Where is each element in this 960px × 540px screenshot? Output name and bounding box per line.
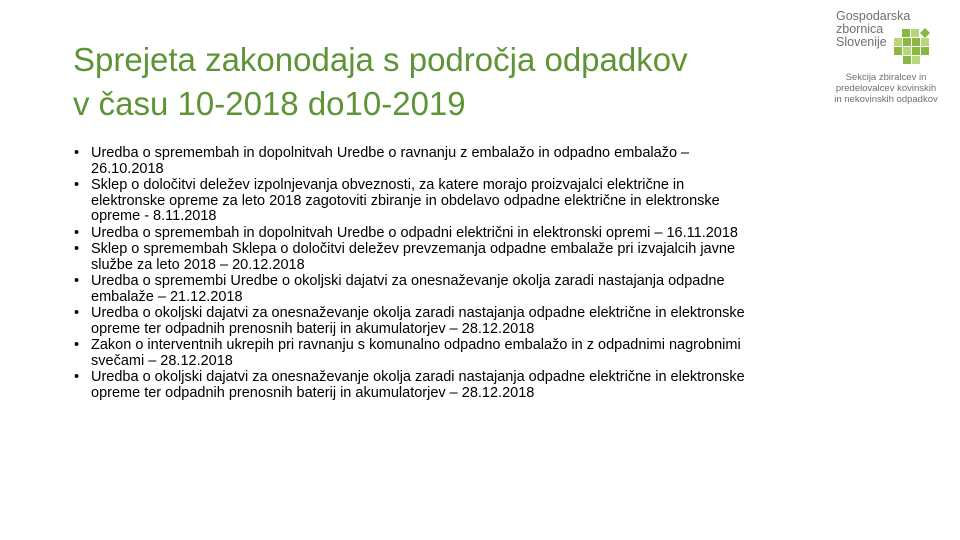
list-item-text: 26.10.2018 (91, 160, 164, 177)
list-item-text: Zakon o interventnih ukrepih pri ravnanju s komunalno odpadno embalažo in z odpadnimi nagrobnimi (91, 337, 741, 353)
list-item-text: opreme ter odpadnih prenosnih baterij in akumulatorjev – 28.12.2018 (91, 320, 535, 337)
slide-title-line-1: Sprejeta zakonodaja s področja odpadkov (73, 41, 688, 78)
list-item (74, 178, 894, 225)
list-item-text: Sklep o določitvi deležev izpolnjevanja obveznosti, za katere morajo proizvajalci električne in (91, 177, 685, 193)
list-item-text: opreme - 8.11.2018 (91, 208, 217, 225)
logo-subtitle (824, 72, 948, 105)
bullet-icon: • (74, 337, 80, 353)
list-item-text: Uredba o spremembi Uredbe o okoljski dajatvi za onesnaževanje okolja zaradi nastajanja odpadne (91, 273, 725, 289)
bullet-icon: • (74, 241, 80, 257)
bullet-icon: • (74, 224, 80, 241)
list-item (74, 306, 894, 337)
list-item-text: službe za leto 2018 – 20.12.2018 (91, 256, 305, 273)
bullet-icon: • (74, 369, 80, 385)
list-item-text: Uredba o spremembah in dopolnitvah Uredbe o odpadni električni in elektronski opremi – 16.11.2018 (91, 224, 738, 241)
list-item-text: Sklep o spremembah Sklepa o določitvi deležev prevzemanja odpadne embalaže pri izvajalcih javne (91, 241, 736, 257)
bullet-icon: • (74, 177, 80, 193)
list-item-text: embalaže – 21.12.2018 (91, 288, 243, 305)
gzs-logo (820, 10, 952, 110)
list-item-text: Uredba o okoljski dajatvi za onesnaževanje okolja zaradi nastajanja odpadne električne in elektronske (91, 369, 745, 385)
legislation-list (74, 146, 894, 402)
bullet-icon: • (74, 305, 80, 321)
slide-title-line-2: v času 10-2018 do10-2019 (73, 85, 466, 122)
logo-name-line-1: Gospodarska (836, 9, 911, 23)
list-item (74, 242, 894, 273)
bullet-icon: • (74, 145, 80, 161)
list-item-text: elektronske opreme za leto 2018 zagotoviti zbiranje in obdelavo odpadne električne in elektronske (91, 192, 720, 209)
list-item-text: Uredba o spremembah in dopolnitvah Uredbe o ravnanju z embalažo in odpadno embalažo – (91, 145, 690, 161)
list-item (74, 338, 894, 369)
list-item-text: svečami – 28.12.2018 (91, 352, 233, 369)
logo-name-line-2: zbornica (836, 22, 884, 36)
slide-title (73, 38, 793, 126)
logo-subtitle-line-3: in nekovinskih odpadkov (834, 94, 938, 105)
logo-subtitle-line-1: Sekcija zbiralcev in (845, 72, 927, 83)
logo-grid-icon (894, 28, 930, 64)
logo-subtitle-line-2: predelovalcev kovinskih (835, 83, 937, 94)
list-item (74, 370, 894, 401)
list-item-text: opreme ter odpadnih prenosnih baterij in akumulatorjev – 28.12.2018 (91, 384, 535, 401)
list-item-text: Uredba o okoljski dajatvi za onesnaževanje okolja zaradi nastajanja odpadne električne in elektronske (91, 305, 745, 321)
logo-name-line-3: Slovenije (836, 35, 887, 49)
list-item (74, 226, 894, 242)
list-item (74, 274, 894, 305)
list-item (74, 146, 894, 177)
bullet-icon: • (74, 273, 80, 289)
